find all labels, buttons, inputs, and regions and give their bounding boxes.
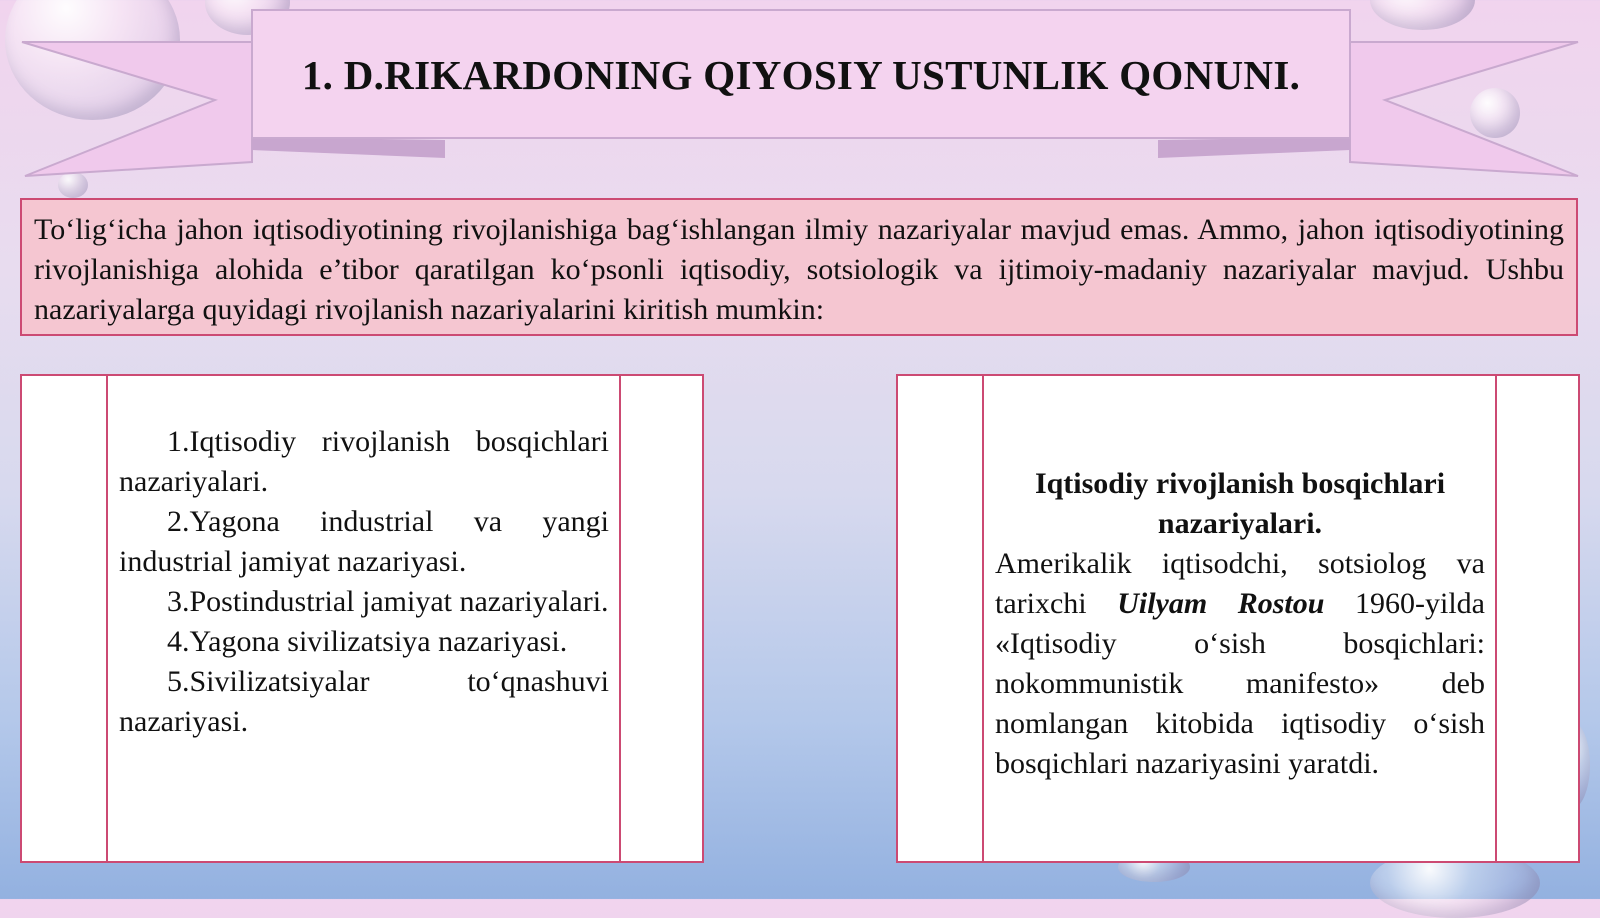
description-body bbox=[995, 544, 1485, 784]
description-heading: Iqtisodiy rivojlanish bosqichlari nazariyalari. bbox=[1034, 467, 1446, 540]
page-title: 1. D.RIKARDONING QIYOSIY USTUNLIK QONUNI. bbox=[301, 51, 1301, 98]
theories-list bbox=[119, 422, 609, 742]
author-name: Uilyam Rostou bbox=[1117, 587, 1325, 620]
panel-divider bbox=[619, 376, 621, 861]
description-panel bbox=[896, 374, 1580, 863]
panel-divider bbox=[1495, 376, 1497, 861]
list-item: 4.Yagona sivilizatsiya nazariyasi. bbox=[167, 625, 568, 658]
list-item: 1.Iqtisodiy rivojlanish bosqichlari nazariyalari. bbox=[119, 425, 609, 498]
theories-panel bbox=[20, 374, 704, 863]
description-text: 1960-yilda «Iqtisodiy o‘sish bosqichlari: nokommunistik manifesto» deb nomlangan kitobida iqtisodiy o‘sish bosqichlari nazariyasini yaratdi. bbox=[995, 587, 1485, 780]
description bbox=[995, 464, 1485, 784]
list-item: 2.Yagona industrial va yangi industrial jamiyat nazariyasi. bbox=[119, 505, 609, 578]
panel-divider bbox=[982, 376, 984, 861]
intro-text: To‘lig‘icha jahon iqtisodiyotining rivojlanishiga bag‘ishlangan ilmiy nazariyalar mavjud emas. Ammo, jahon iqtisodiyotining rivojlanishiga alohida e’tibor qaratilgan ko‘psonli iqtisodiy, sotsiologik va ijtimoiy-madaniy nazariyalar mavjud. Ushbu nazariyalarga quyidagi rivojlanish nazariyalarini kiritish mumkin: bbox=[20, 198, 1578, 336]
list-item: 5.Sivilizatsiyalar to‘qnashuvi nazariyasi. bbox=[119, 665, 609, 738]
description-text: Amerikalik iqtisodchi, sotsiolog va tarixchi bbox=[995, 547, 1485, 620]
list-item: 3.Postindustrial jamiyat nazariyalari. bbox=[167, 585, 609, 618]
panel-divider bbox=[106, 376, 108, 861]
